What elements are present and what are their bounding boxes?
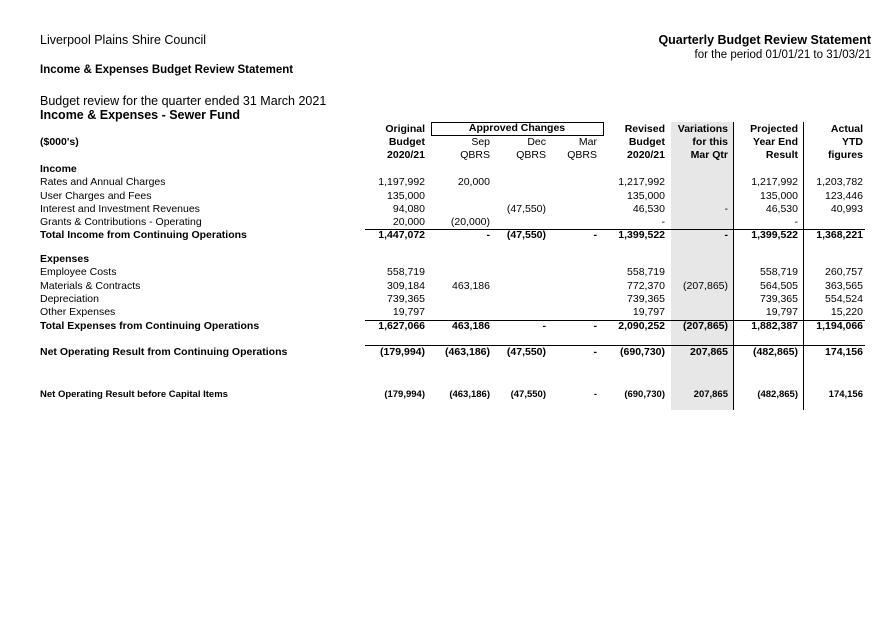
column-header-1-line-1: Sep [471,136,490,148]
row-10-value-6: 19,797 [765,306,798,318]
column-header-3-line-2: QBRS [567,149,597,161]
row-3-value-7: 40,993 [830,203,863,215]
row-label-6: Expenses [40,253,90,265]
column-header-7-line-1: YTD [842,136,863,148]
row-12-value-5: 207,865 [690,346,728,358]
column-header-1-line-2: QBRS [460,149,490,161]
row-9-value-6: 739,365 [760,293,798,305]
row-1-value-4: 1,217,992 [618,176,665,188]
column-header-7-line-2: figures [827,149,863,161]
row-label-4: Grants & Contributions - Operating [40,216,202,228]
row-11-value-6: 1,882,387 [751,320,798,332]
column-header-2-line-1: Dec [527,136,546,148]
row-7-value-6: 558,719 [760,266,798,278]
row-12-value-4: (690,730) [620,346,665,358]
row-2-value-0: 135,000 [387,190,425,202]
column-header-0-line-1: Budget [388,136,425,148]
row-8-value-5: (207,865) [683,280,728,292]
row-11-value-2: - [542,320,546,332]
column-header-5-line-2: Mar Qtr [690,149,728,161]
review-quarter-text: Budget review for the quarter ended 31 March 2021 [40,94,327,108]
row-4-value-0: 20,000 [392,216,425,228]
column-header-6-line-1: Year End [753,136,798,148]
column-header-0-line-0: Original [385,123,425,135]
row-9-value-4: 739,365 [627,293,665,305]
row-label-3: Interest and Investment Revenues [40,203,200,215]
row-12-value-2: (47,550) [506,346,546,358]
row-13-value-6: (482,865) [757,389,798,400]
row-5-value-4: 1,399,522 [618,229,665,241]
row-label-7: Employee Costs [40,266,117,278]
statement-subtitle: Income & Expenses Budget Review Statement [40,64,294,76]
row-2-value-4: 135,000 [627,190,665,202]
row-label-5: Total Income from Continuing Operations [40,229,247,241]
row-4-value-4: - [661,216,665,228]
row-13-value-7: 174,156 [828,389,863,400]
row-2-value-7: 123,446 [825,190,863,202]
approved-changes-label: Approved Changes [468,122,566,134]
row-7-value-4: 558,719 [627,266,665,278]
row-4-value-1: (20,000) [450,216,490,228]
column-header-5-line-1: for this [692,136,728,148]
row-12-value-3: - [593,346,597,358]
row-5-value-3: - [593,229,597,241]
row-8-value-1: 463,186 [452,280,490,292]
row-label-13: Net Operating Result before Capital Items [40,389,228,400]
row-10-value-0: 19,797 [392,306,425,318]
row-7-value-7: 260,757 [825,266,863,278]
row-12-value-6: (482,865) [753,346,798,358]
column-header-7-line-0: Actual [830,123,863,135]
row-8-value-0: 309,184 [387,280,425,292]
row-11-value-4: 2,090,252 [618,320,665,332]
row-11-value-1: 463,186 [452,320,490,332]
row-12-value-1: (463,186) [445,346,490,358]
row-13-value-4: (690,730) [624,389,665,400]
column-header-6-line-2: Result [765,149,798,161]
column-header-0-line-2: 2020/21 [387,149,425,161]
row-13-value-5: 207,865 [693,389,728,400]
row-9-value-0: 739,365 [387,293,425,305]
column-header-4-line-1: Budget [628,136,665,148]
row-3-value-2: (47,550) [506,203,546,215]
council-name: Liverpool Plains Shire Council [40,33,207,47]
row-label-0: Income [40,163,77,175]
row-2-value-6: 135,000 [760,190,798,202]
row-label-10: Other Expenses [40,306,116,318]
row-3-value-5: - [724,203,728,215]
row-12-value-7: 174,156 [825,346,863,358]
row-5-value-7: 1,368,221 [816,229,863,241]
column-header-2-line-2: QBRS [516,149,546,161]
row-5-value-6: 1,399,522 [751,229,798,241]
row-8-value-7: 363,565 [825,280,863,292]
column-header-6-line-0: Projected [750,123,798,135]
column-header-4-line-2: 2020/21 [627,149,665,161]
row-label-1: Rates and Annual Charges [40,176,166,188]
row-4-value-6: - [794,216,798,228]
column-header-5-line-0: Variations [677,123,728,135]
row-3-value-0: 94,080 [392,203,425,215]
row-label-8: Materials & Contracts [40,280,141,292]
column-rule-variations [733,122,734,410]
row-label-11: Total Expenses from Continuing Operations [40,320,260,332]
period-text: for the period 01/01/21 to 31/03/21 [694,49,871,61]
units-label: ($000's) [40,136,79,148]
row-11-value-7: 1,194,066 [816,320,863,332]
column-header-3-line-1: Mar [578,136,597,148]
variations-column-shade [671,122,733,410]
row-5-value-5: - [724,229,728,241]
row-label-12: Net Operating Result from Continuing Operations [40,346,288,358]
row-3-value-4: 46,530 [632,203,665,215]
row-5-value-1: - [486,229,490,241]
row-13-value-1: (463,186) [449,389,490,400]
row-1-value-1: 20,000 [457,176,490,188]
row-8-value-6: 564,505 [760,280,798,292]
row-13-value-2: (47,550) [510,389,546,400]
row-1-value-0: 1,197,992 [378,176,425,188]
row-13-value-3: - [593,389,597,400]
row-11-value-0: 1,627,066 [378,320,425,332]
row-1-value-6: 1,217,992 [751,176,798,188]
row-11-value-3: - [593,320,597,332]
column-header-4-line-0: Revised [624,123,665,135]
row-11-value-5: (207,865) [683,320,728,332]
row-7-value-0: 558,719 [387,266,425,278]
row-label-2: User Charges and Fees [40,190,152,202]
row-13-value-0: (179,994) [384,389,425,400]
row-label-9: Depreciation [40,293,99,305]
row-10-value-7: 15,220 [830,306,863,318]
row-5-value-2: (47,550) [506,229,546,241]
row-8-value-4: 772,370 [627,280,665,292]
row-5-value-0: 1,447,072 [378,229,425,241]
row-12-value-0: (179,994) [380,346,425,358]
statement-title: Quarterly Budget Review Statement [658,33,871,47]
row-3-value-6: 46,530 [765,203,798,215]
column-rule-projected [803,122,804,410]
row-10-value-4: 19,797 [632,306,665,318]
row-1-value-7: 1,203,782 [816,176,863,188]
fund-title: Income & Expenses - Sewer Fund [40,108,241,122]
row-9-value-7: 554,524 [825,293,863,305]
